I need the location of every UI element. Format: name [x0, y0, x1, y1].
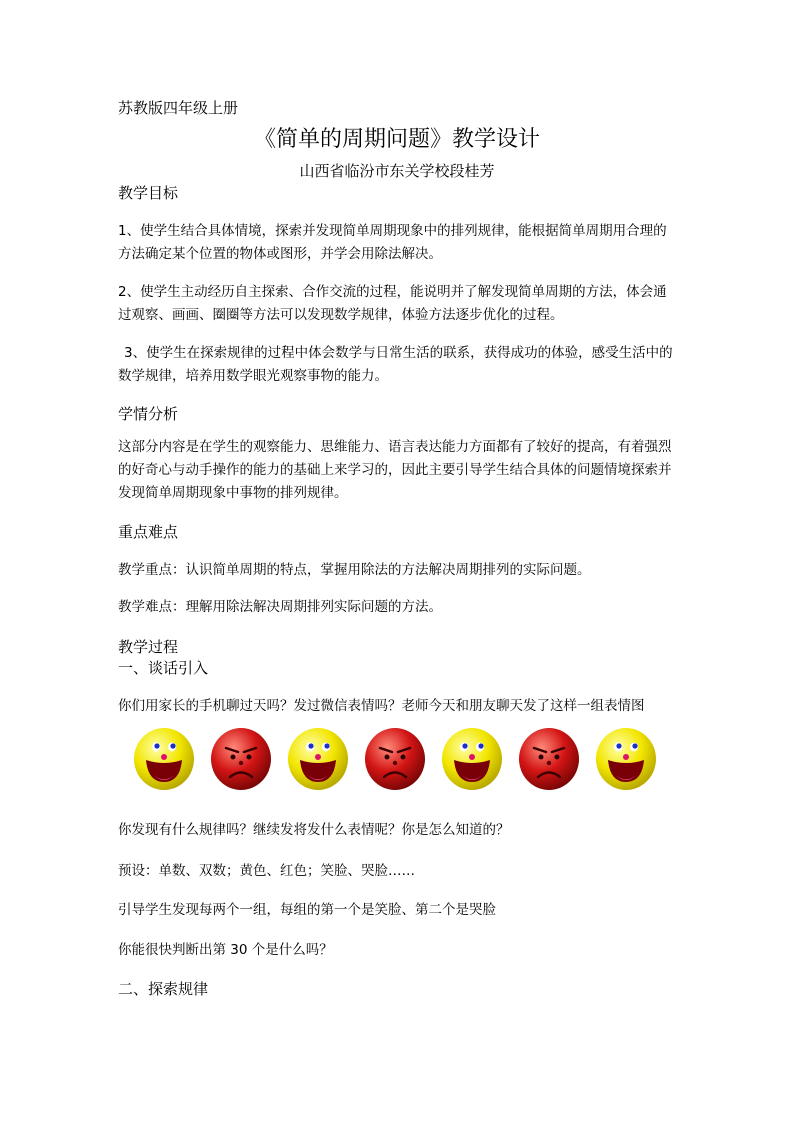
question-3: 引导学生发现每两个一组，每组的第一个是笑脸、第二个是哭脸	[118, 902, 496, 918]
sad-face-icon	[363, 726, 427, 792]
page-title: 《简单的周期问题》教学设计	[253, 127, 540, 152]
goals-heading: 教学目标	[118, 184, 179, 202]
difficulty-text: 教学难点：理解用除法解决周期排列实际问题的方法。	[118, 599, 442, 615]
goal-item-2: 2、使学生主动经历自主探索、合作交流的过程，能说明并了解发现简单周期的方法，体会通过观察、画画、圈圈等方法可以发现数学规律，体验方法逐步优化的过程。	[118, 284, 667, 323]
step1-heading: 一、谈话引入	[118, 659, 209, 677]
process-heading: 教学过程	[118, 638, 179, 656]
sad-face-icon	[209, 726, 273, 792]
author-line: 山西省临汾市东关学校段桂芳	[299, 162, 495, 180]
focus-text: 教学重点：认识简单周期的特点，掌握用除法的方法解决周期排列的实际问题。	[118, 562, 591, 578]
smiley-face-icon	[440, 726, 504, 792]
analysis-heading: 学情分析	[118, 405, 179, 423]
goal-item-1: 1、使学生结合具体情境，探索并发现简单周期现象中的排列规律，能根据简单周期用合理的方法确定某个位置的物体或图形，并学会用除法解决。	[118, 223, 667, 262]
emoji-row	[132, 726, 672, 794]
edition-label: 苏教版四年级上册	[118, 99, 239, 117]
smiley-face-icon	[132, 726, 196, 792]
keypoints-heading: 重点难点	[118, 523, 179, 541]
step2-heading: 二、探索规律	[118, 980, 209, 998]
intro-text: 你们用家长的手机聊过天吗？发过微信表情吗？老师今天和朋友聊天发了这样一组表情图	[118, 698, 645, 714]
smiley-face-icon	[594, 726, 658, 792]
question-2: 预设：单数、双数；黄色、红色；笑脸、哭脸……	[118, 863, 415, 879]
analysis-text: 这部分内容是在学生的观察能力、思维能力、语言表达能力方面都有了较好的提高，有着强烈的好奇心与动手操作的能力的基础上来学习的，因此主要引导学生结合具体的问题情境探索并发现简单周期现象中事物的排列规律。	[118, 439, 672, 501]
sad-face-icon	[517, 726, 581, 792]
question-4: 你能很快判断出第 30 个是什么吗？	[118, 942, 333, 958]
smiley-face-icon	[286, 726, 350, 792]
goal-item-3: 3、使学生在探索规律的过程中体会数学与日常生活的联系，获得成功的体验，感受生活中的数学规律，培养用数学眼光观察事物的能力。	[118, 345, 673, 384]
question-1: 你发现有什么规律吗？继续发将发什么表情呢？你是怎么知道的？	[118, 822, 510, 838]
